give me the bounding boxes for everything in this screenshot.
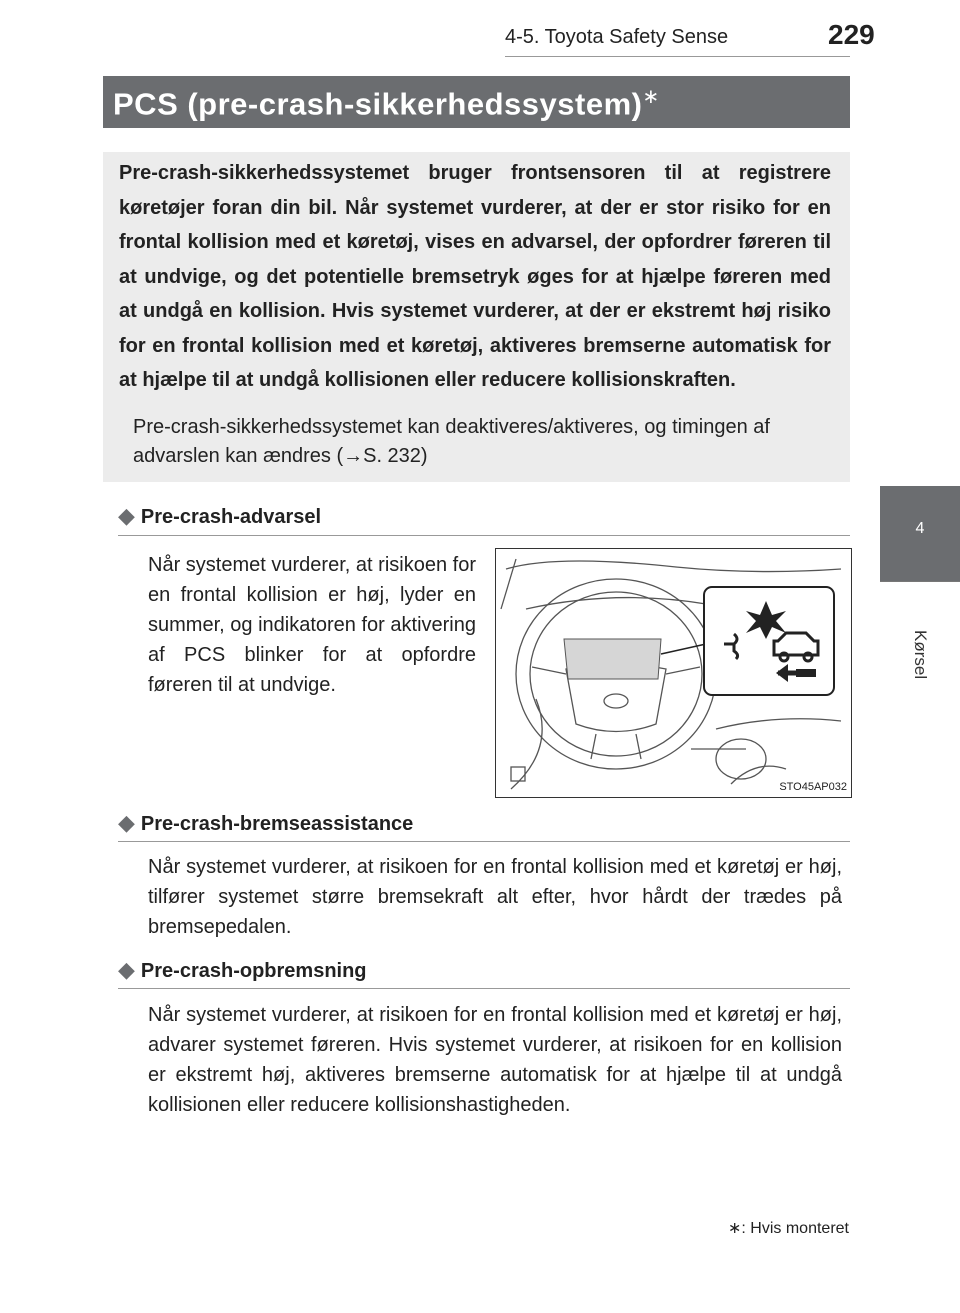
- page-title: [113, 84, 660, 122]
- section-heading-text: Pre-crash-bremseassistance: [140, 813, 414, 835]
- figure-code: STO45AP032: [779, 781, 847, 793]
- diamond-bullet-icon: ◆: [118, 503, 135, 528]
- chapter-number: 4: [915, 520, 925, 537]
- header-divider: [505, 56, 850, 57]
- chapter-tab-divider: [880, 581, 960, 582]
- chapter-label: Kørsel: [911, 630, 930, 680]
- intro-note: Pre-crash-sikkerhedssystemet kan deaktiveres/aktiveres, og timingen af advarslen kan ændres (→S. 232): [133, 416, 770, 467]
- diamond-bullet-icon: ◆: [118, 957, 135, 982]
- page-number: 229: [828, 19, 875, 50]
- dashboard-illustration-svg: [496, 549, 851, 797]
- section-body-pre-crash-advarsel: Når systemet vurderer, at risikoen for en frontal kollision er høj, lyder en summer, og indikatoren for aktivering af PCS blinker for at opfordre føreren til at undvige.: [148, 554, 476, 696]
- section-heading-pre-crash-bremseassistance: [118, 810, 413, 836]
- page-title-text: PCS (pre-crash-sikkerhedssystem): [113, 86, 643, 122]
- title-footnote-marker: ∗: [642, 86, 660, 108]
- footnote: ∗: Hvis monteret: [728, 1220, 849, 1237]
- page-title-bar: [103, 76, 850, 128]
- chapter-tab: [880, 486, 960, 581]
- section-body-pre-crash-opbremsning: Når systemet vurderer, at risikoen for en frontal kollision med et køretøj er høj, advarer systemet føreren. Hvis systemet vurderer, at risikoen for en kollision er ekstremt høj, aktiveres bremserne automatisk for at hjælpe til at undgå kollisionen eller reducere kollisionshastigheden.: [148, 1004, 842, 1116]
- section-heading-text: Pre-crash-opbremsning: [140, 960, 367, 982]
- intro-box: [103, 152, 850, 482]
- diamond-bullet-icon: ◆: [118, 810, 135, 835]
- intro-summary: Pre-crash-sikkerhedssystemet bruger frontsensoren til at registrere køretøjer foran din bil. Når systemet vurderer, at der er stor risiko for en frontal kollision med et køretøj, vises en advarsel, der opfordrer føreren til at undvige, og det potentielle bremsetryk øges for at hjælpe føreren med at undgå en kollision. Hvis systemet vurderer, at der er ekstremt høj risiko for en frontal kollision med et køretøj, aktiveres bremserne automatisk for at hjælpe til at undgå kollisionen eller reducere kollisionskraften.: [119, 162, 831, 391]
- section-heading-pre-crash-advarsel: [118, 503, 321, 529]
- section-heading-pre-crash-opbremsning: [118, 957, 367, 983]
- dashboard-illustration: [495, 548, 852, 798]
- section-divider: [118, 988, 850, 989]
- section-divider: [118, 535, 850, 536]
- section-divider: [118, 841, 850, 842]
- running-header-section: 4-5. Toyota Safety Sense: [505, 26, 729, 48]
- section-heading-text: Pre-crash-advarsel: [140, 506, 322, 528]
- section-body-pre-crash-bremseassistance: Når systemet vurderer, at risikoen for en frontal kollision med et køretøj er høj, tilfører systemet større bremsekraft alt efter, hvor hårdt der trædes på bremsepedalen.: [148, 856, 842, 938]
